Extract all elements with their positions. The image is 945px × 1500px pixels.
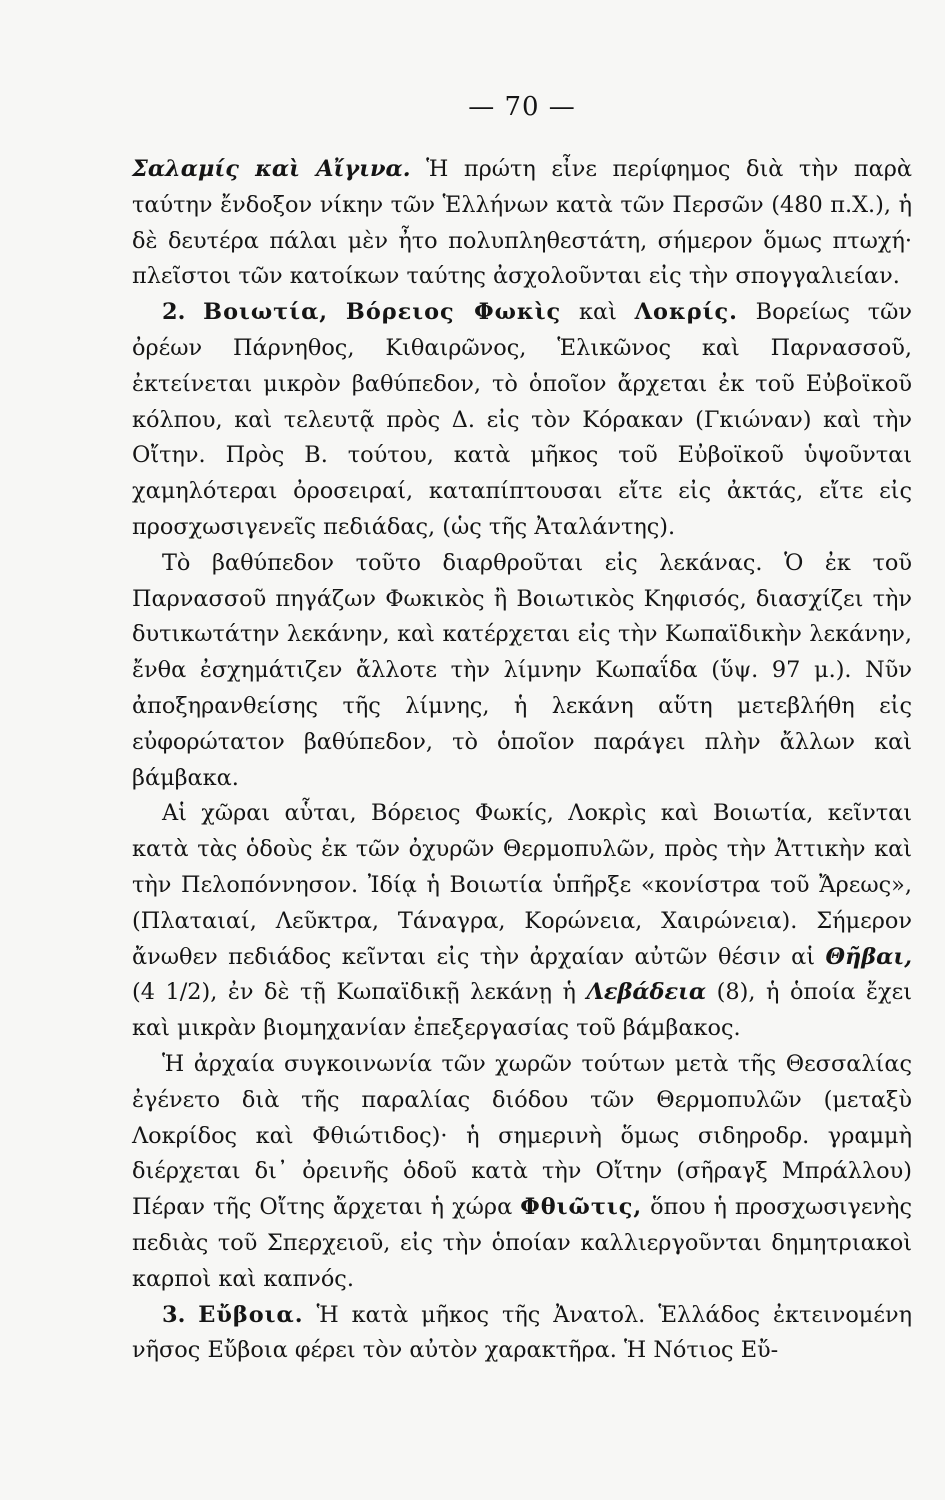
region-heading-north-phocis: Βόρειος Φωκὶς — [345, 299, 562, 326]
region-heading-locris: Λοκρίς. — [634, 299, 738, 326]
city-name-levadeia: Λεβάδεια — [586, 979, 707, 1006]
section-number: 2. — [162, 299, 186, 326]
book-page — [132, 92, 912, 1369]
paragraph-text: Τὸ βαθύπεδον τοῦτο διαρθροῦται εἰς λεκάνας. Ὁ ἐκ τοῦ Παρνασσοῦ πηγάζων Φωκικὸς ἢ Βοιωτικὸς Κηφισός, διασχίζει τὴν δυτικωτάτην λεκάνην, καὶ κατέρχεται εἰς τὴν Κωπαϊδικὴν λεκάνην, ἔνθα ἐσχημάτιζεν ἄλλοτε τὴν λίμνην Κωπαΐδα (ὕψ. 97 μ.). Νῦν ἀποξηρανθείσης τῆς λίμνης, ἡ λεκάνη αὕτη μετεβλήθη εἰς εὐφορώτατον βαθύπεδον, τὸ ὁποῖον παράγει πλὴν ἄλλων καὶ βάμβακα. — [132, 549, 912, 791]
section-number: 3. — [162, 1301, 186, 1328]
region-heading-euboea: Εὔβοια. — [198, 1301, 304, 1328]
region-heading-boeotia: Βοιωτία, — [203, 299, 329, 326]
paragraph-text: (8), ἡ ὁποία ἔχει καὶ μικρὰν βιομηχανίαν ἐπεξεργασίας τοῦ βάμβακος. — [132, 979, 912, 1042]
paragraph-text: Ἡ ἀρχαία συγκοινωνία τῶν χωρῶν τούτων μετὰ τῆς Θεσσαλίας ἐγένετο διὰ τῆς παραλίας διόδου τῶν Θερμοπυλῶν (μεταξὺ Λοκρίδος καὶ Φθιώτιδος)· ἡ σημερινὴ ὅμως σιδηροδρ. γραμμὴ διέρχεται δι᾽ ὀρεινῆς ὁδοῦ κατὰ τὴν Οἴτην (σῆραγξ Μπράλλου) Πέραν τῆς Οἴτης ἄρχεται ἡ χώρα — [132, 1050, 912, 1221]
paragraph-regions-roads — [132, 796, 912, 1047]
paragraph-text: (4 1/2), ἐν δὲ τῇ Κωπαϊδικῇ λεκάνῃ ἡ — [132, 979, 587, 1006]
section-heading-salamis-aegina: Σαλαμίς καὶ Αἴγινα. — [132, 156, 411, 182]
region-heading-phthiotis: Φθιῶτις, — [520, 1194, 643, 1221]
paragraph-euboea — [132, 1298, 912, 1370]
paragraph-boeotia — [132, 295, 912, 546]
paragraph-text: ὅπου ἡ προσχωσιγενὴς πεδιὰς τοῦ Σπερχειοῦ, εἰς τὴν ὁποίαν καλλιεργοῦνται δημητριακοὶ καρποὶ καὶ καπνός. — [132, 1194, 912, 1292]
paragraph-basin — [132, 546, 912, 797]
body-text — [132, 152, 912, 1369]
paragraph-text: Ἡ πρώτη εἶνε περίφημος διὰ τὴν παρὰ ταύτην ἔνδοξον νίκην τῶν Ἑλλήνων κατὰ τῶν Περσῶν (480 π.Χ.), ἡ δὲ δευτέρα πάλαι μὲν ἦτο πολυπληθεστάτη, σήμερον ὅμως πτωχή· πλεῖστοι τῶν κατοίκων ταύτης ἀσχολοῦνται εἰς τὴν σπογγαλιείαν. — [132, 156, 912, 290]
paragraph-communication — [132, 1047, 912, 1298]
paragraph-salamis-aegina — [132, 152, 912, 295]
page-number: — 70 — — [468, 92, 576, 122]
paragraph-text: Ἡ κατὰ μῆκος τῆς Ἀνατολ. Ἑλλάδος ἐκτεινομένη νῆσος Εὔβοια φέρει τὸν αὐτὸν χαρακτῆρα. Ἡ Νότιος Εὔ- — [132, 1301, 912, 1364]
city-name-thebes: Θῆβαι, — [825, 943, 912, 970]
paragraph-text: Αἱ χῶραι αὗται, Βόρειος Φωκίς, Λοκρὶς καὶ Βοιωτία, κεῖνται κατὰ τὰς ὁδοὺς ἐκ τῶν ὀχυρῶν Θερμοπυλῶν, πρὸς τὴν Ἀττικὴν καὶ τὴν Πελοπόννησον. Ἰδίᾳ ἡ Βοιωτία ὑπῆρξε «κονίστρα τοῦ Ἄρεως», (Πλαταιαί, Λεῦκτρα, Τάναγρα, Κορώνεια, Χαιρώνεια). Σήμερον ἄνωθεν πεδιάδος κεῖνται εἰς τὴν ἀρχαίαν αὐτῶν θέσιν αἱ — [132, 800, 912, 970]
paragraph-text: Βορείως τῶν ὀρέων Πάρνηθος, Κιθαιρῶνος, Ἑλικῶνος καὶ Παρνασσοῦ, ἐκτείνεται μικρὸν βαθύπεδον, τὸ ὁποῖον ἄρχεται ἐκ τοῦ Εὐβοϊκοῦ κόλπου, καὶ τελευτᾷ πρὸς Δ. εἰς τὸν Κόρακαν (Γκιώναν) καὶ τὴν Οἴτην. Πρὸς Β. τούτου, κατὰ μῆκος τοῦ Εὐβοϊκοῦ ὑψοῦνται χαμηλότεραι ὀροσειραί, καταπίπτουσαι εἴτε εἰς ἀκτάς, εἴτε εἰς προσχωσιγενεῖς πεδιάδας, (ὡς τῆς Ἀταλάντης). — [132, 299, 912, 540]
conjunction-text: καὶ — [561, 299, 635, 326]
